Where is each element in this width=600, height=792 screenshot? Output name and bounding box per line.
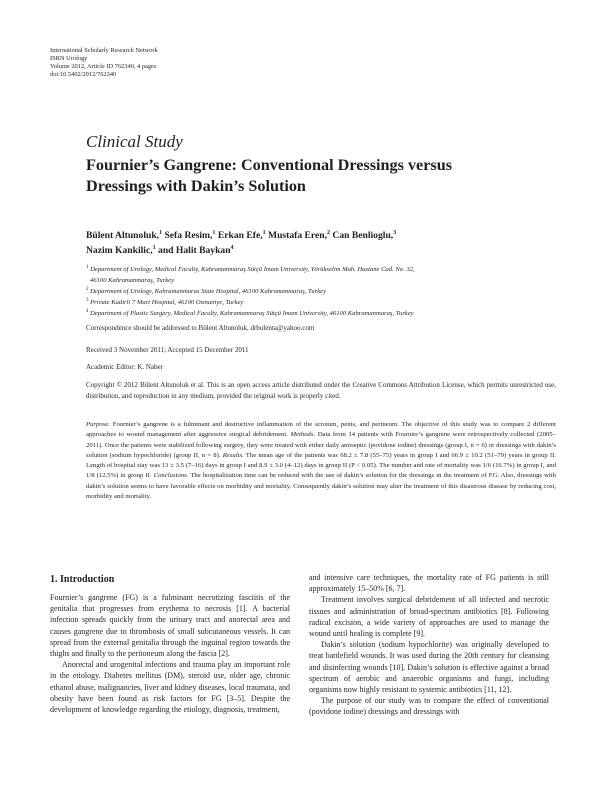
- intro-paragraph-2-cont: and intensive care techniques, the mortality rate of FG patients is still approximately 15–50% [6, 7].: [309, 573, 549, 594]
- title-line-1: Fournier’s Gangrene: Conventional Dressings versus: [86, 156, 453, 174]
- affiliation-4: [86, 308, 556, 319]
- abstract: [86, 420, 556, 502]
- intro-paragraph-1: Fournier’s gangrene (FG) is a fulminant necrotizing fasciitis of the genitalia that progresses from erythema to necrosis [1]. A bacterial infection spreads quickly from the urinary tract and anorectal area and causes gangrene due to thrombosis of small subcutaneous vessels. It can spread from the external genitalia through the inguinal region towards the thighs and finally to the peritoneum along the fascia [2].: [50, 593, 290, 659]
- intro-paragraph-5: The purpose of our study was to compare the effect of conventional (povidone iodine) dressings and dressings with: [309, 696, 549, 717]
- academic-editor: Academic Editor: K. Naber: [86, 363, 163, 371]
- body-column-right: [309, 572, 549, 718]
- abstract-results: The mean age of the patients was 68.2 ± 7.8 (55–75) years in group I and 66.9 ± 10.2 (51–79) years in group II. Length of hospital stay was 13 ± 3.5 (7–16) days in group I and 8.9 ± 3.0 (4–12) days in group II (P < 0.05). The number and rate of mortality was 1/6 (16.7%) in group I, and 1/8 (12.5%) in group II.: [86, 451, 556, 480]
- abstract-methods: Data from 14 patients with Fournier’s gangrene were retrospectively collected (2005–2011). Once the patients were stabilized following surgery, they were treated with either daily antiseptic (povidone iodine) dressings (group I, n = 6) or dressings with dakin’s solution (sodium hypochloride) (group II, n = 8).: [86, 431, 556, 459]
- affiliation-text: Department of Urology, Kahramanmaras State Hospital, 46100 Kahramanmaraş, Turkey: [88, 288, 326, 295]
- author-affil-ref: 1: [212, 229, 216, 236]
- body-column-left: [50, 592, 290, 715]
- article-type: Clinical Study: [86, 132, 183, 151]
- intro-paragraph-2: Anorectal and urogenital infections and trauma play an important role in the etiology. Diabetes mellitus (DM), steroid use, older age, chronic ethanol abuse, malignancies, liver and kidney diseases, local traumata, and obesity have been found as risk factors for FG [3–5]. Despite the development of knowledge regarding the etiology, diagnosis, treatment,: [50, 660, 290, 715]
- author-line-1: [86, 228, 556, 243]
- author-name: Sefa Resim,: [162, 230, 213, 241]
- author-affil-ref: 1: [262, 229, 266, 236]
- author-name: Mustafa Eren,: [265, 230, 327, 241]
- abstract-label-conclusions: Conclusions.: [151, 472, 189, 480]
- affiliation-number: 3: [86, 297, 89, 303]
- abstract-purpose: Fournier’s gangrene is a fulminant and destructive inflammation of the scrotum, penis, and perineum. The objective of this study was to compare 2 different approaches to wound management after aggressive surgical debridement.: [86, 421, 556, 439]
- author-name: Bülent Altunoluk,: [86, 230, 160, 241]
- received-accepted: Received 3 November 2011; Accepted 15 December 2011: [86, 346, 249, 354]
- intro-paragraph-3: Treatment involves surgical debridement of all infected and necrotic tissues and administration of broad-spectrum antibiotics [8]. Following radical excision, a wide variety of approaches are used to manage the wound until healing is complete [9].: [309, 595, 549, 639]
- affiliation-list: [86, 264, 556, 319]
- author-name: Nazim Kankilic,: [86, 245, 153, 256]
- journal-network: International Scholarly Research Network: [50, 47, 158, 54]
- author-list: [86, 228, 556, 258]
- affiliation-number: 1: [86, 264, 89, 270]
- article-title: [86, 155, 556, 197]
- journal-volume: Volume 2012, Article ID 762340, 4 pages: [50, 63, 157, 70]
- journal-header: [50, 47, 158, 79]
- intro-paragraph-4: Dakin’s solution (sodium hypochlorite) was originally developed to treat battlefield wounds. It was used during the 20th century for cleansing and disinfecting wounds [10]. Dakin’s solution is effective against a broad spectrum of aerobic and anaerobic organisms and fungi, including organisms now highly resistant to systemic antibiotics [11, 12].: [309, 640, 549, 695]
- affiliation-text: Department of Urology, Medical Faculty, Kahramanmaraş Sütçü İmam University, Yörükselim Mah. Hastane Cad. No. 32,: [88, 266, 415, 273]
- abstract-conclusions: The hospitalization time can be reduced with the use of dakin’s solution for the dressings in the treatment of FG. Also, dressings with dakin’s solution seems to have favorable effects on morbidity and mortality. Consequently dakin’s solution may alter the treatment of this disastrous disease by reducing cost, morbidity and mortality.: [86, 472, 556, 501]
- affiliation-1: [86, 264, 556, 275]
- abstract-label-purpose: Purpose.: [86, 421, 110, 428]
- journal-doi: doi:10.5402/2012/762340: [50, 71, 117, 78]
- section-heading-introduction: 1. Introduction: [50, 574, 115, 585]
- author-affil-ref: 1: [152, 244, 156, 251]
- abstract-label-results: Results.: [220, 451, 244, 459]
- author-line-2: [86, 243, 556, 258]
- affiliation-1-cont: 46100 Kahramanmaraş, Turkey: [90, 277, 175, 284]
- title-line-2: Dressings with Dakin’s Solution: [86, 177, 306, 195]
- author-affil-ref: 3: [393, 229, 397, 236]
- copyright-notice: Copyright © 2012 Bülent Altunoluk et al. This is an open access article distributed under the Creative Commons Attribution License, which permits unrestricted use, distribution, and reproduction in any medium, provided the original work is properly cited.: [86, 381, 556, 400]
- journal-name: ISRN Urology: [50, 55, 88, 62]
- author-affil-ref: 4: [230, 244, 234, 251]
- affiliation-3: [86, 297, 556, 308]
- author-name: Erkan Efe,: [215, 230, 263, 241]
- affiliation-number: 4: [86, 308, 89, 314]
- affiliation-text: Department of Plastic Surgery, Medical Faculty, Kahramanmaraş Sütçü İmam University, 46100 Kahramanmaraş, Turkey: [88, 310, 414, 317]
- abstract-label-methods: Methods.: [287, 431, 316, 439]
- author-affil-ref: 1: [159, 229, 163, 236]
- correspondence: Correspondence should be addressed to Bülent Altunoluk, drbulenta@yahoo.com: [86, 324, 315, 332]
- author-affil-ref: 2: [327, 229, 330, 236]
- affiliation-text: Private Kadirli 7 Mart Hospital, 46100 Osmaniye, Turkey: [88, 299, 244, 306]
- author-name: and Halit Baykan: [155, 245, 231, 256]
- author-name: Can Benlioglu,: [330, 230, 394, 241]
- affiliation-2: [86, 286, 556, 297]
- affiliation-number: 2: [86, 286, 89, 292]
